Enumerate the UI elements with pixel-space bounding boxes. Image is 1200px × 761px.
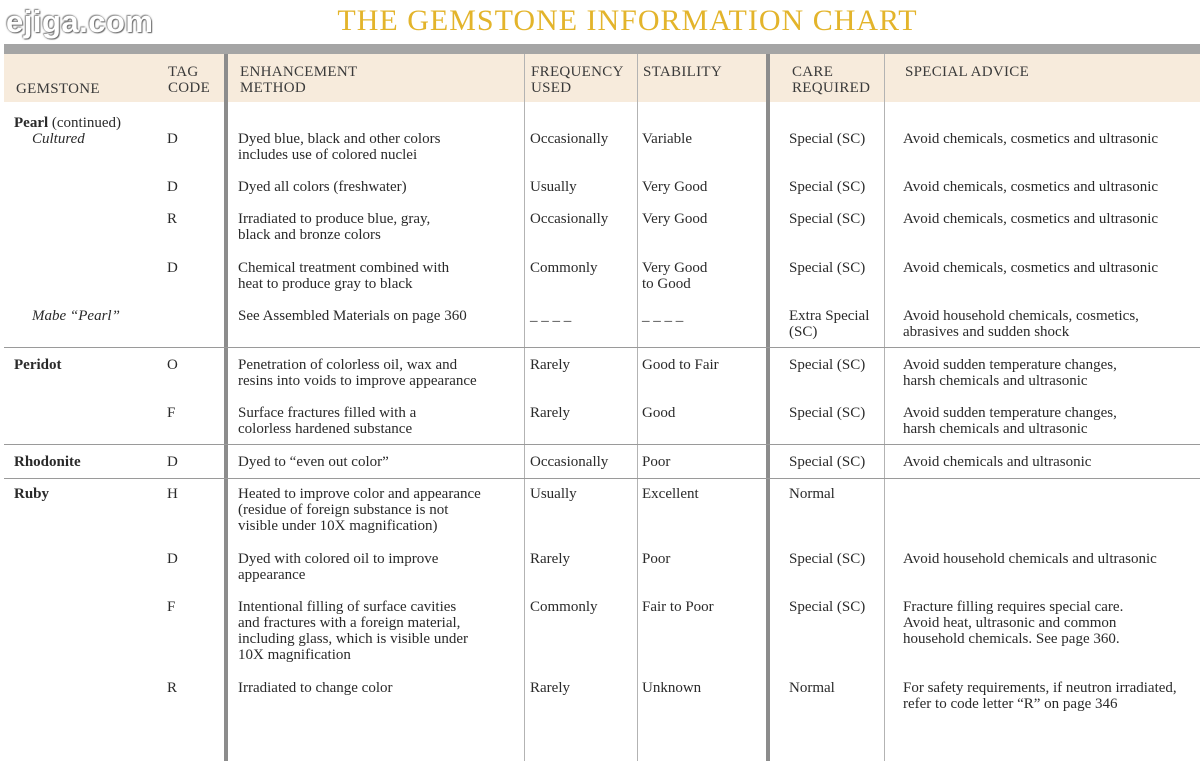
enhancement-method: Dyed all colors (freshwater) (238, 179, 407, 195)
care-required: Special (SC) (789, 454, 866, 470)
header-care-required: CARE REQUIRED (792, 64, 871, 96)
stability: Excellent (642, 486, 699, 502)
care-required: Special (SC) (789, 599, 866, 615)
column-divider (884, 54, 885, 761)
header-special-advice: SPECIAL ADVICE (905, 64, 1030, 80)
care-required: Normal (789, 486, 835, 502)
frequency-used: Rarely (530, 551, 570, 567)
header-stability: STABILITY (643, 64, 722, 80)
care-required: Extra Special (SC) (789, 308, 870, 340)
column-divider (637, 54, 638, 761)
stability: Very Good to Good (642, 260, 708, 292)
tag-code: R (167, 211, 178, 227)
gemstone-variety: Cultured (32, 131, 85, 147)
tag-code: O (167, 357, 178, 373)
stability: Unknown (642, 680, 702, 696)
header-frequency-used: FREQUENCY USED (531, 64, 624, 96)
stability: Poor (642, 454, 671, 470)
frequency-used: Commonly (530, 260, 598, 276)
frequency-used: Occasionally (530, 131, 609, 147)
frequency-used: Rarely (530, 680, 570, 696)
care-required: Special (SC) (789, 405, 866, 421)
frequency-used: Commonly (530, 599, 598, 615)
frequency-used: Occasionally (530, 211, 609, 227)
enhancement-method: See Assembled Materials on page 360 (238, 308, 467, 324)
special-advice: Avoid chemicals, cosmetics and ultrasonic (903, 211, 1159, 227)
tag-code: R (167, 680, 178, 696)
care-required: Special (SC) (789, 131, 866, 147)
gemstone-name: Pearl (continued) (14, 115, 122, 131)
row-separator (4, 347, 1200, 348)
enhancement-method: Irradiated to change color (238, 680, 393, 696)
special-advice: Avoid sudden temperature changes, harsh chemicals and ultrasonic (903, 357, 1117, 389)
tag-code: D (167, 260, 178, 276)
gemstone-name: Ruby (14, 486, 50, 502)
special-advice: Avoid chemicals, cosmetics and ultrasonic (903, 131, 1159, 147)
frequency-used: Occasionally (530, 454, 609, 470)
tag-code: D (167, 179, 178, 195)
tag-code: D (167, 551, 178, 567)
row-separator (4, 478, 1200, 479)
enhancement-method: Penetration of colorless oil, wax and resins into voids to improve appearance (238, 357, 477, 389)
enhancement-method: Dyed to “even out color” (238, 454, 389, 470)
special-advice: Avoid household chemicals, cosmetics, abrasives and sudden shock (903, 308, 1139, 340)
enhancement-method: Dyed blue, black and other colors includes use of colored nuclei (238, 131, 441, 163)
enhancement-method: Irradiated to produce blue, gray, black and bronze colors (238, 211, 431, 243)
frequency-used: Usually (530, 486, 577, 502)
frequency-used: Rarely (530, 405, 570, 421)
row-separator (4, 444, 1200, 445)
special-advice: Avoid sudden temperature changes, harsh chemicals and ultrasonic (903, 405, 1117, 437)
tag-code: H (167, 486, 178, 502)
frequency-used: _ _ _ _ (530, 308, 572, 324)
stability: _ _ _ _ (642, 308, 684, 324)
stability: Good to Fair (642, 357, 719, 373)
tag-code: F (167, 599, 176, 615)
column-divider (766, 54, 770, 761)
column-divider (224, 54, 228, 761)
header-tag-code: TAG CODE (168, 64, 211, 96)
special-advice: Avoid chemicals, cosmetics and ultrasonic (903, 260, 1159, 276)
enhancement-method: Intentional filling of surface cavities and fractures with a foreign material, including glass, which is visible under 10X magnification (238, 599, 468, 663)
care-required: Special (SC) (789, 260, 866, 276)
enhancement-method: Chemical treatment combined with heat to produce gray to black (238, 260, 450, 292)
gemstone-name: Peridot (14, 357, 62, 373)
special-advice: For safety requirements, if neutron irradiated, refer to code letter “R” on page 346 (903, 680, 1177, 712)
header-gemstone: GEMSTONE (16, 81, 100, 97)
special-advice: Avoid chemicals and ultrasonic (903, 454, 1092, 470)
care-required: Normal (789, 680, 835, 696)
frequency-used: Usually (530, 179, 577, 195)
header-enhancement-method: ENHANCEMENT METHOD (240, 64, 358, 96)
stability: Very Good (642, 211, 708, 227)
care-required: Special (SC) (789, 211, 866, 227)
page-title: THE GEMSTONE INFORMATION CHART (337, 4, 918, 37)
tag-code: D (167, 454, 178, 470)
enhancement-method: Heated to improve color and appearance (residue of foreign substance is not visible under 10X magnification) (238, 486, 481, 534)
header-top-bar (4, 44, 1200, 54)
stability: Good (642, 405, 676, 421)
stability: Poor (642, 551, 671, 567)
column-divider (524, 54, 525, 761)
enhancement-method: Surface fractures filled with a colorless hardened substance (238, 405, 417, 437)
stability: Variable (642, 131, 692, 147)
stability: Fair to Poor (642, 599, 714, 615)
tag-code: F (167, 405, 176, 421)
watermark-logo: ejiga.com (6, 4, 154, 39)
special-advice: Avoid chemicals, cosmetics and ultrasonic (903, 179, 1159, 195)
frequency-used: Rarely (530, 357, 570, 373)
special-advice: Avoid household chemicals and ultrasonic (903, 551, 1157, 567)
care-required: Special (SC) (789, 179, 866, 195)
gemstone-name: Rhodonite (14, 454, 81, 470)
gemstone-variety: Mabe “Pearl” (32, 308, 120, 324)
special-advice: Fracture filling requires special care. Avoid heat, ultrasonic and common household chemicals. See page 360. (903, 599, 1124, 647)
tag-code: D (167, 131, 178, 147)
enhancement-method: Dyed with colored oil to improve appearance (238, 551, 439, 583)
care-required: Special (SC) (789, 357, 866, 373)
care-required: Special (SC) (789, 551, 866, 567)
stability: Very Good (642, 179, 708, 195)
